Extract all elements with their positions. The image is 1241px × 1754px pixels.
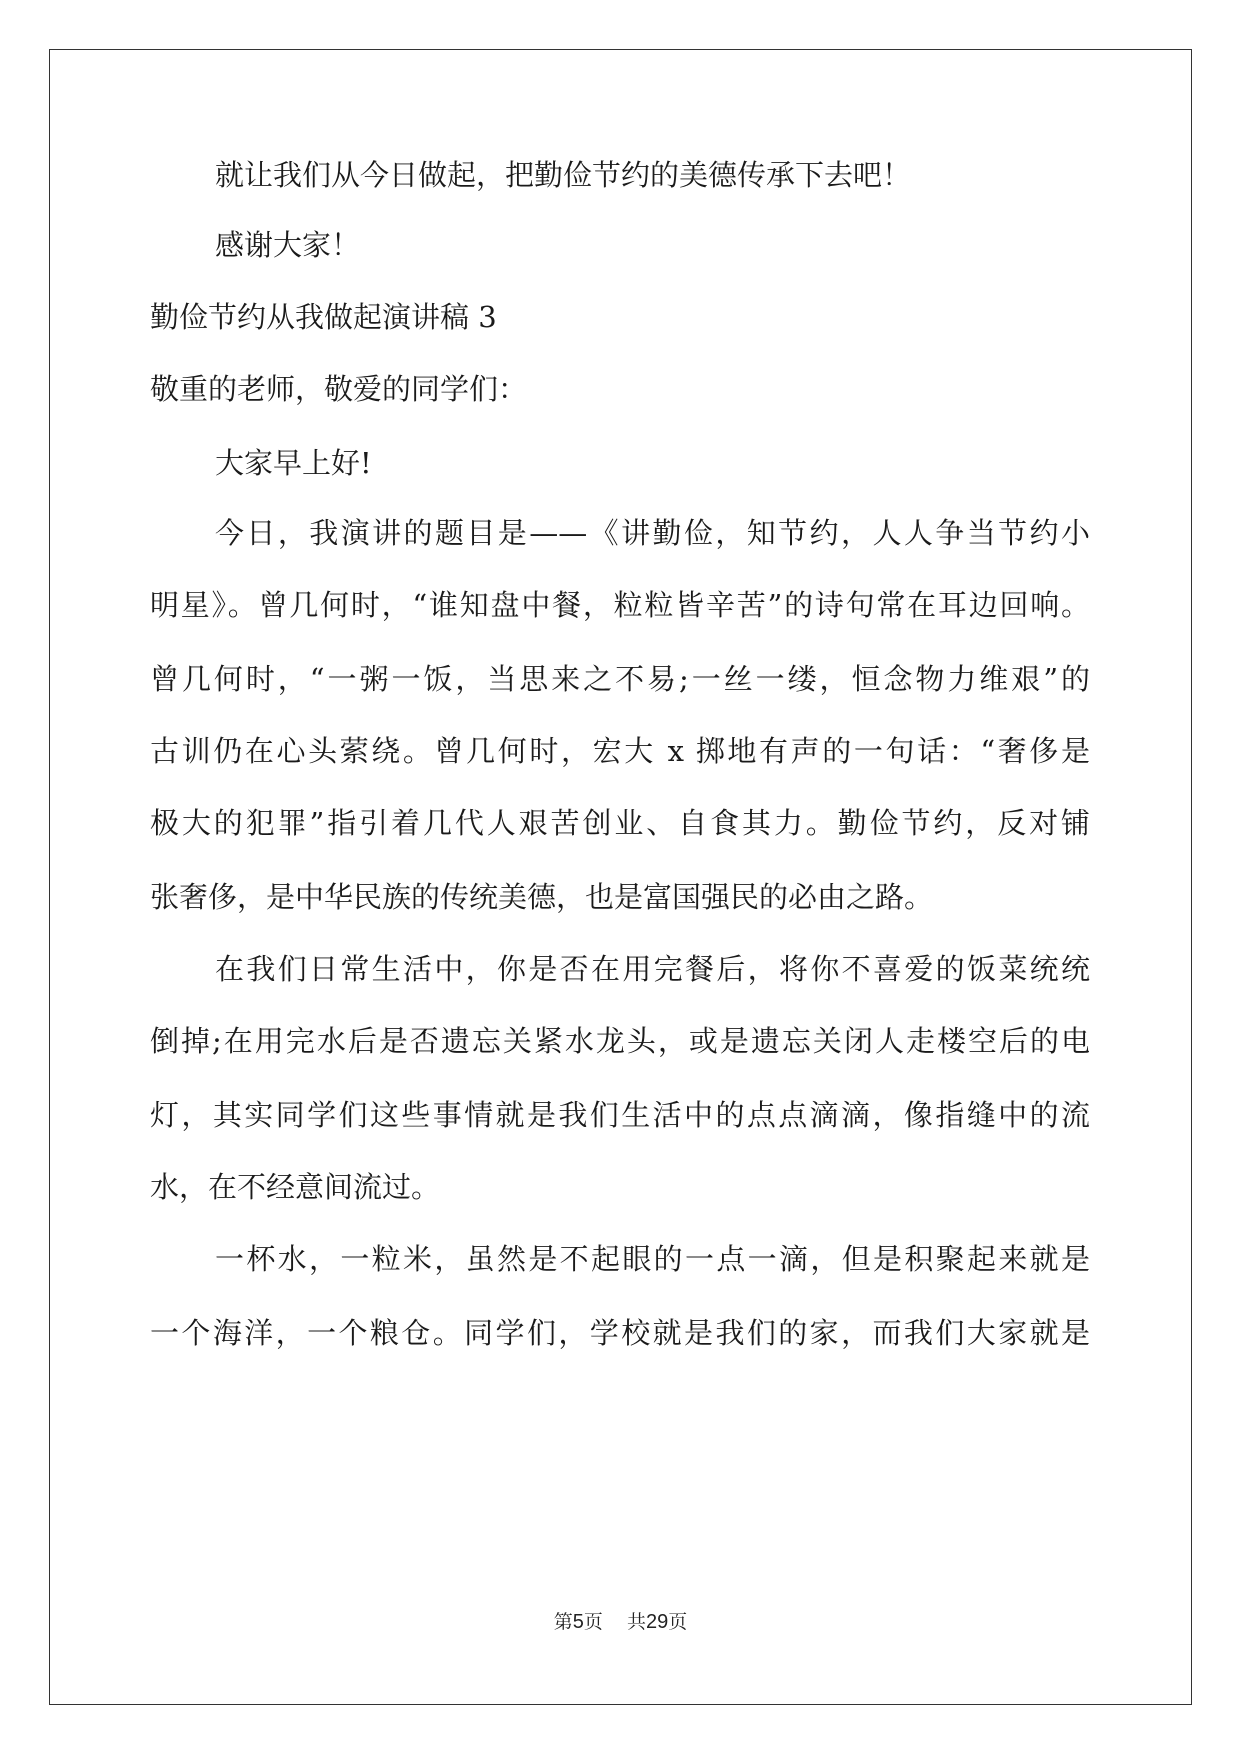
paragraph-line: 水，在不经意间流过。 xyxy=(150,1170,441,1204)
paragraph-line: 古训仍在心头萦绕。曾几何时，宏大 x 掷地有声的一句话：“奢侈是 xyxy=(150,734,1090,768)
paragraph-line: 就让我们从今日做起，把勤俭节约的美德传承下去吧！ xyxy=(215,158,912,192)
paragraph-line: 极大的犯罪”指引着几代人艰苦创业、自食其力。勤俭节约，反对铺 xyxy=(150,806,1090,840)
paragraph-line: 明星》。曾几何时，“谁知盘中餐，粒粒皆辛苦”的诗句常在耳边回响。 xyxy=(150,588,1090,622)
paragraph-line: 曾几何时，“一粥一饭，当思来之不易;一丝一缕，恒念物力维艰”的 xyxy=(150,662,1090,696)
page-number: 5 xyxy=(572,1611,584,1633)
total-unit: 页 xyxy=(668,1611,688,1633)
greeting: 大家早上好! xyxy=(215,446,372,480)
paragraph-line: 在我们日常生活中，你是否在用完餐后，将你不喜爱的饭菜统统 xyxy=(215,952,1090,986)
total-prefix: 共 xyxy=(627,1611,647,1633)
paragraph-line: 今日，我演讲的题目是——《讲勤俭，知节约，人人争当节约小 xyxy=(215,516,1090,550)
page-unit: 页 xyxy=(583,1611,603,1633)
total-pages: 29 xyxy=(646,1611,669,1633)
page-footer xyxy=(0,1611,1241,1633)
page-border xyxy=(49,49,1192,1705)
section-title: 勤俭节约从我做起演讲稿 3 xyxy=(150,300,497,334)
salutation: 敬重的老师，敬爱的同学们： xyxy=(150,372,528,406)
paragraph-line: 一个海洋，一个粮仓。同学们，学校就是我们的家，而我们大家就是 xyxy=(150,1316,1090,1350)
paragraph-line: 倒掉;在用完水后是否遗忘关紧水龙头，或是遗忘关闭人走楼空后的电 xyxy=(150,1024,1090,1058)
paragraph-line: 张奢侈，是中华民族的传统美德，也是富国强民的必由之路。 xyxy=(150,880,934,914)
paragraph-line: 感谢大家！ xyxy=(215,228,361,262)
paragraph-line: 灯，其实同学们这些事情就是我们生活中的点点滴滴，像指缝中的流 xyxy=(150,1098,1090,1132)
page-prefix: 第 xyxy=(553,1611,573,1633)
paragraph-line: 一杯水，一粒米，虽然是不起眼的一点一滴，但是积聚起来就是 xyxy=(215,1242,1090,1276)
